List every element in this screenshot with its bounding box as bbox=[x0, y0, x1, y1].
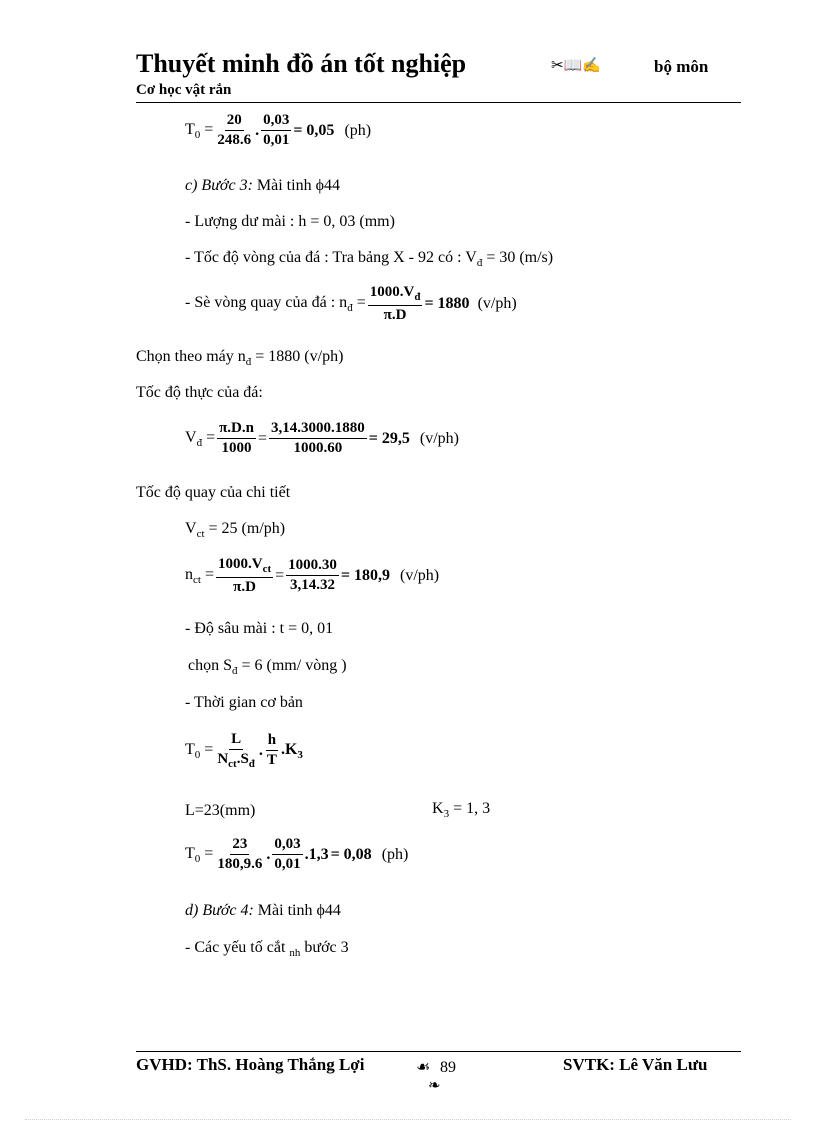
book-ornament-icon: ✂📖✍ bbox=[551, 58, 601, 74]
depth-line: - Độ sâu mài : t = 0, 01 bbox=[185, 620, 334, 637]
equation-t0-step3: $T_0$ = $\frac{23}{180,9.6}$ . $\frac{0,03}{0,01}$ .1,3 = 0,08 (ph) bbox=[185, 836, 409, 873]
wheel-rev-equation: - Sè vòng quay của đá : $n_đ$ = $\frac{1000.V_đ}{\pi.D}$ = 1880 (v/ph) bbox=[185, 284, 517, 323]
page-number: 89 bbox=[440, 1059, 456, 1076]
actual-speed-label: Tốc độ thực của đá: bbox=[136, 384, 263, 401]
part-speed-label: Tốc độ quay của chi tiết bbox=[136, 484, 291, 501]
ornament-bottom-icon: ❧ bbox=[428, 1078, 441, 1094]
cutting-factors-line: - Các yếu tố cắt $_{nh}$ bước 3 bbox=[185, 939, 349, 960]
wheel-speed-line: - Tốc độ vòng của đá : Tra bảng X - 92 có : $V_đ = 30$ (m/s) bbox=[185, 249, 554, 270]
feed-line: chọn $S_đ = 6$ (mm/ vòng ) bbox=[188, 657, 347, 678]
supervisor-label: GVHD: ThS. Hoàng Thắng Lợi bbox=[136, 1055, 365, 1074]
step4-heading: d) Bước 4: Mài tinh ϕ44 bbox=[185, 902, 341, 919]
equation-n-part: $n_{ct}$ = $\frac{1000.V_{ct}}{\pi.D}$ = $\frac{1000.30}{3,14.32}$ = 180,9 (v/ph) bbox=[185, 556, 440, 595]
step3-heading: c) Bước 3: Mài tinh ϕ44 bbox=[185, 177, 340, 194]
allowance-line: - Lượng dư mài : h = 0, 03 (mm) bbox=[185, 213, 395, 230]
equation-t0-formula: $T_0$ = $\frac{L}{N_{ct}.S_đ}$ . $\frac{h}{T}$ $.K_3$ bbox=[185, 731, 303, 771]
equation-v-wheel: $V_đ$ = $\frac{\pi.D.n}{1000}$ = $\frac{3,14.3000.1880}{1000.60}$ = 29,5 (v/ph) bbox=[185, 420, 460, 457]
vct-line: $V_{ct} = 25$ (m/ph) bbox=[185, 520, 286, 541]
ornament-left-icon: ☙ bbox=[416, 1059, 431, 1076]
subject-label: Cơ học vật rắn bbox=[136, 82, 232, 98]
basic-time-label: - Thời gian cơ bản bbox=[185, 694, 303, 711]
student-label: SVTK: Lê Văn Lưu bbox=[563, 1055, 708, 1074]
department-label: bộ môn bbox=[654, 57, 709, 76]
document-title: Thuyết minh đồ án tốt nghiệp bbox=[136, 49, 467, 78]
equation-t0-step2: $T_0$ = $\frac{20}{248.6}$ . $\frac{0,03}{0,01}$ = 0,05 (ph) bbox=[185, 112, 372, 149]
page-edge-divider bbox=[25, 1119, 791, 1120]
footer-divider bbox=[136, 1051, 741, 1052]
machine-rev-line: Chọn theo máy $n_đ = 1880$ (v/ph) bbox=[136, 348, 344, 369]
length-line: L=23(mm) bbox=[185, 802, 256, 819]
k3-line: $K_3 = 1$, 3 bbox=[432, 800, 491, 821]
header-divider bbox=[136, 102, 741, 103]
